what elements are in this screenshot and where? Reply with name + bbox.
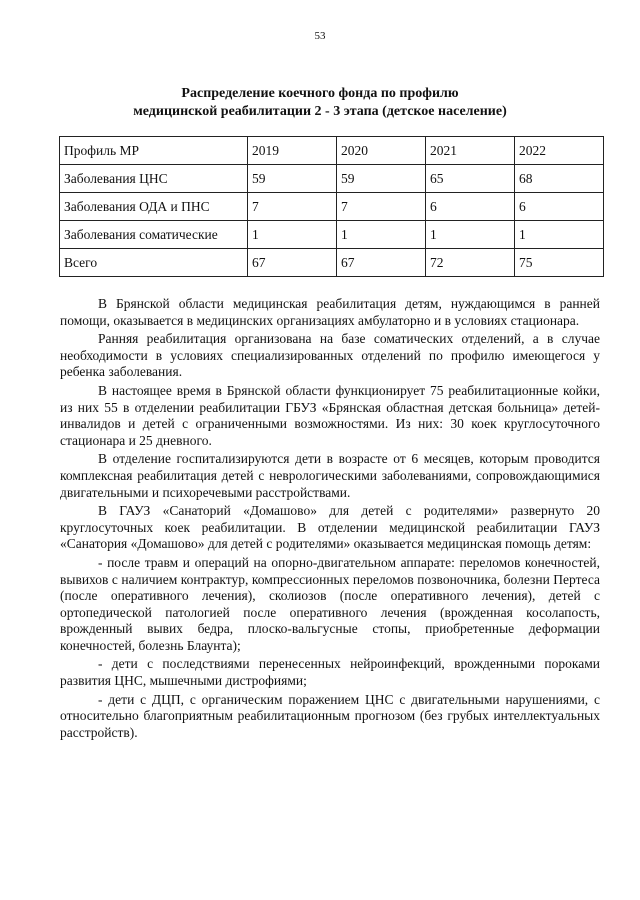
table-cell: 1	[515, 221, 604, 249]
table-header-cell: Профиль МР	[60, 137, 248, 165]
title-line-2: медицинской реабилитации 2 - 3 этапа (детское население)	[133, 104, 507, 119]
table-cell: 6	[515, 193, 604, 221]
table-cell: 67	[248, 249, 337, 277]
body-text	[60, 296, 600, 743]
table-cell: 6	[426, 193, 515, 221]
bed-distribution-table	[59, 136, 604, 277]
paragraph: В Брянской области медицинская реабилитация детям, нуждающимся в ранней помощи, оказывается в медицинских организациях амбулаторно и в условиях стационара.	[60, 296, 600, 328]
table-cell: Заболевания соматические	[60, 221, 248, 249]
table-cell: Всего	[60, 249, 248, 277]
table-cell: 59	[248, 165, 337, 193]
paragraph: Ранняя реабилитация организована на базе соматических отделений, а в случае необходимости в условиях специализированных отделений по профилю имеющегося у ребенка заболевания.	[60, 331, 600, 380]
list-item: - дети с ДЦП, с органическим поражением ЦНС с двигательными нарушениями, с относительно благоприятным реабилитационным прогнозом (без грубых интеллектуальных расстройств).	[60, 691, 600, 740]
table-header-row	[60, 137, 604, 165]
table-cell: 1	[337, 221, 426, 249]
table-header-cell: 2021	[426, 137, 515, 165]
table-cell: 68	[515, 165, 604, 193]
table-cell: 7	[248, 193, 337, 221]
table-cell: 7	[337, 193, 426, 221]
table-cell: 1	[426, 221, 515, 249]
table-row	[60, 165, 604, 193]
table-header-cell: 2022	[515, 137, 604, 165]
document-title	[0, 85, 640, 121]
table-cell: 72	[426, 249, 515, 277]
table-header-cell: 2019	[248, 137, 337, 165]
table-cell: 75	[515, 249, 604, 277]
table-cell: 1	[248, 221, 337, 249]
table-cell: 67	[337, 249, 426, 277]
page-number: 53	[314, 30, 326, 42]
table-row	[60, 249, 604, 277]
list-item: - после травм и операций на опорно-двигательном аппарате: переломов конечностей, вывихов с наличием контрактур, компрессионных переломов позвоночника, болезни Пертеса (после оперативного лечения), сколиозов (после оперативного лечения), детей с ортопедической патологией после оперативного лечения (врожденная косолапость, врожденный вывих бедра, плоско-вальгусные стопы, приобретенные деформации конечностей, болезнь Блаунта);	[60, 554, 600, 653]
table-cell: 59	[337, 165, 426, 193]
table-cell: Заболевания ЦНС	[60, 165, 248, 193]
table-header-cell: 2020	[337, 137, 426, 165]
table-row	[60, 221, 604, 249]
paragraph: В отделение госпитализируются дети в возрасте от 6 месяцев, которым проводится комплексная реабилитация детей с неврологическими заболеваниями, сопровождающимися двигательными и психоречевыми расстройствами.	[60, 451, 600, 500]
paragraph: В настоящее время в Брянской области функционирует 75 реабилитационные койки, из них 55 в отделении реабилитации ГБУЗ «Брянская областная детская больница» детей-инвалидов и детей с ограниченными возможностями. Из них: 30 коек круглосуточного стационара и 25 дневного.	[60, 382, 600, 448]
table-cell: Заболевания ОДА и ПНС	[60, 193, 248, 221]
table-cell: 65	[426, 165, 515, 193]
title-line-1: Распределение коечного фонда по профилю	[181, 86, 459, 101]
table-row	[60, 193, 604, 221]
paragraph: В ГАУЗ «Санаторий «Домашово» для детей с родителями» развернуто 20 круглосуточных коек реабилитации. В отделении медицинской реабилитации ГАУЗ «Санатория «Домашово» для детей с родителями» оказывается медицинская помощь детям:	[60, 503, 600, 552]
list-item: - дети с последствиями перенесенных нейроинфекций, врожденными пороками развития ЦНС, мышечными дистрофиями;	[60, 656, 600, 689]
